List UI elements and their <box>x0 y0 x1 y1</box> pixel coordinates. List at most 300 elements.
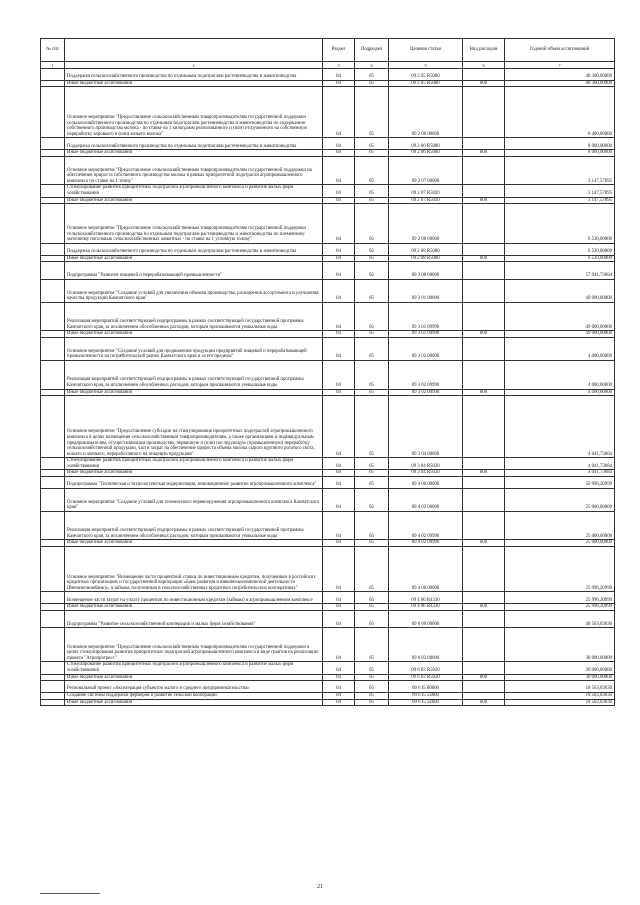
row-amount: 25 000,00000 <box>505 511 615 540</box>
table-row <box>41 204 615 244</box>
column-index: 6 <box>463 62 505 69</box>
row-name: Иные бюджетные ассигнования <box>65 255 323 262</box>
row-amount: 25 996,20999 <box>505 592 615 604</box>
row-amount: 3 147,57895 <box>505 185 615 197</box>
row-subsection: 05 <box>355 693 389 700</box>
row-section: 04 <box>323 662 355 674</box>
row-subsection: 05 <box>355 477 389 489</box>
table-row <box>41 540 615 547</box>
column-index: 7 <box>505 62 615 69</box>
row-number <box>41 185 65 197</box>
row-expense-type: 800 <box>463 699 505 706</box>
row-subsection: 05 <box>355 138 389 150</box>
row-target: 09 2 07 00000 <box>389 156 463 185</box>
row-target: 09 2 07 R5020 <box>389 197 463 204</box>
row-subsection: 05 <box>355 197 389 204</box>
row-amount: 49 000,00000 <box>505 331 615 338</box>
row-amount: 49 000,00000 <box>505 279 615 302</box>
row-section: 04 <box>323 389 355 396</box>
row-subsection: 05 <box>355 262 389 279</box>
row-name: Иные бюджетные ассигнования <box>65 150 323 157</box>
budget-table <box>40 38 615 706</box>
header-target: Целевая статья <box>389 39 463 62</box>
row-amount: 3 147,57895 <box>505 156 615 185</box>
table-row <box>41 138 615 150</box>
header-subsection: Подраздел <box>355 39 389 62</box>
row-name: Стимулирование развития приоритетных подотраслей агропромышленного комплекса и развитие малых форм хозяйствования <box>65 458 323 470</box>
row-section: 04 <box>323 488 355 511</box>
row-expense-type: 800 <box>463 540 505 547</box>
row-expense-type <box>463 262 505 279</box>
row-section: 04 <box>323 80 355 87</box>
row-name: Основное мероприятие "Предоставление сельскохозяйственным товаропроизводителям государственной поддержки на обеспечение прироста собственного производства молока в рамках приоритетной подотрасли агропромышленного комплекса по ставке на 1 тонну" <box>65 156 323 185</box>
row-expense-type <box>463 488 505 511</box>
row-section: 04 <box>323 540 355 547</box>
row-section: 04 <box>323 331 355 338</box>
row-target: 09 4 06 R4330 <box>389 592 463 604</box>
header-section: Раздел <box>323 39 355 62</box>
row-name: Поддержка сельскохозяйственного производства по отдельным подотраслям растениеводства и животноводства <box>65 243 323 255</box>
row-number <box>41 302 65 331</box>
row-target: 09 3 01 09990 <box>389 302 463 331</box>
row-amount: 4 000,00000 <box>505 360 615 389</box>
table-row <box>41 331 615 338</box>
row-name: Реализация мероприятий соответствующей подпрограммы в рамках соответствующей государственной программы Камчатского края, за исключением обособленных расходов, которым присваиваются уникальные коды <box>65 511 323 540</box>
row-amount: 6 530,00000 <box>505 204 615 244</box>
table-header <box>41 39 615 69</box>
column-index-row <box>41 62 615 69</box>
row-number <box>41 243 65 255</box>
row-target: 09 6 03 00000 <box>389 628 463 662</box>
row-number <box>41 477 65 489</box>
row-expense-type <box>463 156 505 185</box>
row-expense-type: 800 <box>463 604 505 611</box>
row-section: 04 <box>323 396 355 458</box>
row-target: 09 3 04 R5020 <box>389 458 463 470</box>
row-amount: 30 000,00000 <box>505 674 615 681</box>
footer-rule <box>40 893 100 894</box>
row-target: 09 2 08 00000 <box>389 204 463 244</box>
row-target: 09 4 06 R4330 <box>389 604 463 611</box>
table-row <box>41 87 615 138</box>
row-amount: 8 000,00000 <box>505 138 615 150</box>
row-amount: 30 000,00000 <box>505 628 615 662</box>
row-number <box>41 674 65 681</box>
row-name: Основное мероприятие "Предоставление сельскохозяйственным товаропроизводителям государственной поддержки сельскохозяйственного производства по отдельным подотраслям растениеводства и животноводства по племенному маточному поголовью сельскохозяйственных животных - по ставке на 1 условную голову" <box>65 204 323 244</box>
row-number <box>41 262 65 279</box>
row-expense-type <box>463 279 505 302</box>
row-name: Подпрограмма "Развитие сельскохозяйственной кооперации и малых форм хозяйствования" <box>65 610 323 627</box>
table-row <box>41 150 615 157</box>
row-expense-type: 800 <box>463 197 505 204</box>
row-amount: 4 041,73684 <box>505 470 615 477</box>
row-amount: 40 300,00000 <box>505 80 615 87</box>
row-target: 09 6 I5 54800 <box>389 693 463 700</box>
table-row <box>41 662 615 674</box>
row-amount: 49 000,00000 <box>505 302 615 331</box>
row-number <box>41 628 65 662</box>
row-subsection: 05 <box>355 547 389 592</box>
row-name: Поддержка сельскохозяйственного производства по отдельным подотраслям растениеводства и животноводства <box>65 138 323 150</box>
row-target: 09 6 I5 54800 <box>389 699 463 706</box>
table-row <box>41 699 615 706</box>
row-target: 09 2 05 R5080 <box>389 69 463 81</box>
row-amount: 18 503,03030 <box>505 693 615 700</box>
row-section: 04 <box>323 547 355 592</box>
row-expense-type <box>463 87 505 138</box>
row-number <box>41 255 65 262</box>
row-name: Основное мероприятие "Предоставление сельскохозяйственным товаропроизводителям государственной поддержки сельскохозяйственного производства по отдельным подотраслям растениеводства и животноводства по содержанию собственного производства молока - по ставке на 1 килограмм реализованного и (или) отгруженного на собственную переработку коровьего и (или) козьего молока" <box>65 87 323 138</box>
row-expense-type <box>463 138 505 150</box>
row-section: 04 <box>323 360 355 389</box>
row-section: 04 <box>323 610 355 627</box>
row-number <box>41 610 65 627</box>
row-section: 04 <box>323 674 355 681</box>
row-section: 04 <box>323 699 355 706</box>
row-number <box>41 87 65 138</box>
row-section: 04 <box>323 477 355 489</box>
row-expense-type <box>463 477 505 489</box>
row-amount: 8 000,00000 <box>505 150 615 157</box>
row-name: Стимулирование развития приоритетных подотраслей агропромышленного комплекса и развитие малых форм хозяйствования <box>65 185 323 197</box>
row-amount: 18 503,03030 <box>505 699 615 706</box>
row-subsection: 05 <box>355 458 389 470</box>
row-subsection: 05 <box>355 389 389 396</box>
column-index: 3 <box>323 62 355 69</box>
table-row <box>41 693 615 700</box>
row-target: 09 2 06 R5080 <box>389 150 463 157</box>
row-amount: 4 000,00000 <box>505 337 615 360</box>
row-section: 04 <box>323 150 355 157</box>
row-section: 04 <box>323 337 355 360</box>
row-number <box>41 699 65 706</box>
row-subsection: 05 <box>355 302 389 331</box>
row-amount: 6 530,00000 <box>505 243 615 255</box>
row-name: Иные бюджетные ассигнования <box>65 389 323 396</box>
table-row <box>41 156 615 185</box>
row-expense-type <box>463 662 505 674</box>
row-name: Создание системы поддержки фермеров и развитие сельской кооперации <box>65 693 323 700</box>
table-row <box>41 674 615 681</box>
row-section: 04 <box>323 262 355 279</box>
column-index: 5 <box>389 62 463 69</box>
row-number <box>41 80 65 87</box>
row-expense-type <box>463 360 505 389</box>
row-expense-type <box>463 681 505 693</box>
row-target: 09 6 00 00000 <box>389 610 463 627</box>
row-name: Основное мероприятие "Создание условий для технического перевооружения агропромышленного комплекса Камчатского края" <box>65 488 323 511</box>
row-amount: 57 041,73684 <box>505 262 615 279</box>
table-row <box>41 243 615 255</box>
row-subsection: 05 <box>355 87 389 138</box>
row-section: 04 <box>323 628 355 662</box>
row-name: Иные бюджетные ассигнования <box>65 80 323 87</box>
row-section: 04 <box>323 279 355 302</box>
row-amount: 48 503,03030 <box>505 610 615 627</box>
row-amount: 25 000,00000 <box>505 540 615 547</box>
row-section: 04 <box>323 156 355 185</box>
row-section: 04 <box>323 470 355 477</box>
row-expense-type: 800 <box>463 80 505 87</box>
row-section: 04 <box>323 592 355 604</box>
row-name: Подпрограмма "Техническая и технологическая модернизация, инновационное развитие агропромышленного комплекса" <box>65 477 323 489</box>
table-row <box>41 279 615 302</box>
row-subsection: 05 <box>355 540 389 547</box>
row-number <box>41 360 65 389</box>
row-subsection: 05 <box>355 69 389 81</box>
row-target: 09 4 02 09990 <box>389 540 463 547</box>
row-amount: 50 996,20999 <box>505 477 615 489</box>
table-row <box>41 360 615 389</box>
row-expense-type <box>463 458 505 470</box>
row-section: 04 <box>323 604 355 611</box>
row-expense-type <box>463 243 505 255</box>
row-number <box>41 488 65 511</box>
row-subsection: 05 <box>355 610 389 627</box>
row-section: 04 <box>323 511 355 540</box>
row-expense-type <box>463 396 505 458</box>
row-subsection: 05 <box>355 243 389 255</box>
row-number <box>41 69 65 81</box>
row-expense-type <box>463 204 505 244</box>
row-number <box>41 547 65 592</box>
row-expense-type: 800 <box>463 470 505 477</box>
row-target: 09 2 08 R5080 <box>389 255 463 262</box>
header-name <box>65 39 323 62</box>
row-target: 09 2 05 R5080 <box>389 80 463 87</box>
table-row <box>41 396 615 458</box>
row-subsection: 05 <box>355 396 389 458</box>
row-section: 04 <box>323 87 355 138</box>
table-row <box>41 80 615 87</box>
row-number <box>41 681 65 693</box>
row-subsection: 05 <box>355 185 389 197</box>
row-target: 09 3 02 09990 <box>389 389 463 396</box>
row-target: 09 3 02 00000 <box>389 337 463 360</box>
table-row <box>41 547 615 592</box>
row-expense-type <box>463 337 505 360</box>
row-expense-type <box>463 69 505 81</box>
row-section: 04 <box>323 693 355 700</box>
row-number <box>41 592 65 604</box>
row-subsection: 05 <box>355 628 389 662</box>
row-name: Иные бюджетные ассигнования <box>65 331 323 338</box>
table-row <box>41 488 615 511</box>
row-target: 09 3 02 09990 <box>389 360 463 389</box>
row-name: Иные бюджетные ассигнования <box>65 604 323 611</box>
table-row <box>41 302 615 331</box>
row-expense-type: 800 <box>463 389 505 396</box>
row-target: 09 3 01 09990 <box>389 331 463 338</box>
row-name: Стимулирование развития приоритетных подотраслей агропромышленного комплекса и развитие малых форм хозяйствования <box>65 662 323 674</box>
row-subsection: 05 <box>355 80 389 87</box>
row-section: 04 <box>323 255 355 262</box>
page-number: 21 <box>317 884 323 890</box>
row-expense-type <box>463 511 505 540</box>
row-target: 09 2 06 00000 <box>389 87 463 138</box>
row-number <box>41 138 65 150</box>
row-amount: 3 147,57895 <box>505 197 615 204</box>
row-subsection: 05 <box>355 204 389 244</box>
row-expense-type <box>463 628 505 662</box>
row-number <box>41 396 65 458</box>
row-amount: 30 000,00000 <box>505 662 615 674</box>
row-name: Основное мероприятие "Возмещение части процентной ставки по инвестиционным кредитам, полученным в российских кредитных организациях и государственной корпорации «Банк развития и внешнеэкономической деятельности (Внешэкономбанк)», и займам, полученным в сельскохозяйственных кредитных потребительских кооперативах" <box>65 547 323 592</box>
row-number <box>41 337 65 360</box>
row-target: 09 3 01 00000 <box>389 279 463 302</box>
row-name: Подпрограмма "Развитие пищевой и перерабатывающей промышленности" <box>65 262 323 279</box>
row-amount: 8 400,00000 <box>505 87 615 138</box>
row-target: 09 3 04 R5020 <box>389 470 463 477</box>
table-row <box>41 477 615 489</box>
row-subsection: 05 <box>355 360 389 389</box>
row-section: 04 <box>323 681 355 693</box>
row-target: 09 4 06 00000 <box>389 547 463 592</box>
row-section: 04 <box>323 458 355 470</box>
row-number <box>41 540 65 547</box>
row-number <box>41 662 65 674</box>
row-number <box>41 604 65 611</box>
row-target: 09 6 03 R5020 <box>389 674 463 681</box>
row-number <box>41 156 65 185</box>
row-number <box>41 204 65 244</box>
row-number <box>41 197 65 204</box>
row-section: 04 <box>323 243 355 255</box>
row-expense-type <box>463 185 505 197</box>
row-number <box>41 470 65 477</box>
column-index: 4 <box>355 62 389 69</box>
table-row <box>41 592 615 604</box>
header-amount: Годовой объем ассигнований <box>505 39 615 62</box>
row-amount: 18 503,03030 <box>505 681 615 693</box>
row-target: 09 4 00 00000 <box>389 477 463 489</box>
row-name: Иные бюджетные ассигнования <box>65 470 323 477</box>
row-expense-type: 800 <box>463 331 505 338</box>
table-row <box>41 628 615 662</box>
row-expense-type <box>463 610 505 627</box>
row-section: 04 <box>323 302 355 331</box>
row-name: Иные бюджетные ассигнования <box>65 699 323 706</box>
table-row <box>41 470 615 477</box>
row-target: 09 6 I5 00000 <box>389 681 463 693</box>
row-number <box>41 389 65 396</box>
row-name: Реализация мероприятий соответствующей подпрограммы в рамках соответствующей государственной программы Камчатского края, за исключением обособленных расходов, которым присваиваются уникальные коды <box>65 360 323 389</box>
table-row <box>41 681 615 693</box>
row-section: 04 <box>323 69 355 81</box>
row-expense-type <box>463 302 505 331</box>
row-section: 04 <box>323 197 355 204</box>
row-expense-type: 800 <box>463 150 505 157</box>
row-number <box>41 150 65 157</box>
row-target: 09 4 02 00000 <box>389 488 463 511</box>
row-amount: 25 996,20999 <box>505 604 615 611</box>
table-row <box>41 610 615 627</box>
table-row <box>41 262 615 279</box>
table-row <box>41 458 615 470</box>
row-name: Основное мероприятие "Создание условий для увеличения объемов производства, расширения ассортимента и улучшения качества продукции Камчатского края" <box>65 279 323 302</box>
table-row <box>41 197 615 204</box>
row-expense-type <box>463 592 505 604</box>
row-amount: 4 041,73684 <box>505 458 615 470</box>
table-row <box>41 69 615 81</box>
row-section: 04 <box>323 138 355 150</box>
row-target: 09 3 04 00000 <box>389 396 463 458</box>
row-name: Поддержка сельскохозяйственного производства по отдельным подотраслям растениеводства и животноводства <box>65 69 323 81</box>
row-target: 09 2 07 R5020 <box>389 185 463 197</box>
table-row <box>41 511 615 540</box>
row-name: Основное мероприятие "Предоставление субсидии на стимулирование приоритетных подотраслей агропромышленного комплекса в целях возмещения сельскохозяйственным товаропроизводителям, а также организациям и индивидуальным предпринимателям, осуществляющим производство, первичную и (или) последующую (промышленную) переработку сельскохозяйственной продукции, части затрат на обеспечение прироста объема молока сырого крупного рогатого скота, козьего и овечьего, переработанного на пищевую продукцию" <box>65 396 323 458</box>
row-subsection: 05 <box>355 156 389 185</box>
table-row <box>41 255 615 262</box>
row-target: 09 3 00 00000 <box>389 262 463 279</box>
row-section: 04 <box>323 185 355 197</box>
row-name: Иные бюджетные ассигнования <box>65 540 323 547</box>
column-index: 2 <box>65 62 323 69</box>
row-name: Основное мероприятие "Предоставление сельскохозяйственным товаропроизводителям государственной поддержки в целях стимулирования развития приоритетных подотраслей агропромышленного комплекса в виде грантов на реализацию проекта "Агропрогресс" <box>65 628 323 662</box>
row-subsection: 05 <box>355 150 389 157</box>
row-target: 09 6 03 R5020 <box>389 662 463 674</box>
row-amount: 25 996,20999 <box>505 547 615 592</box>
row-number <box>41 331 65 338</box>
row-subsection: 05 <box>355 511 389 540</box>
row-target: 09 4 02 09990 <box>389 511 463 540</box>
row-subsection: 05 <box>355 470 389 477</box>
row-subsection: 05 <box>355 662 389 674</box>
row-name: Реализация мероприятий соответствующей подпрограммы в рамках соответствующей государственной программы Камчатского края, за исключением обособленных расходов, которым присваиваются уникальные коды <box>65 302 323 331</box>
row-amount: 4 041,73684 <box>505 396 615 458</box>
row-number <box>41 511 65 540</box>
row-number <box>41 458 65 470</box>
table-row <box>41 389 615 396</box>
row-subsection: 05 <box>355 337 389 360</box>
column-index: 1 <box>41 62 65 69</box>
table-row <box>41 185 615 197</box>
row-expense-type <box>463 693 505 700</box>
row-subsection: 05 <box>355 488 389 511</box>
row-subsection: 05 <box>355 592 389 604</box>
row-name: Иные бюджетные ассигнования <box>65 674 323 681</box>
row-amount: 6 530,00000 <box>505 255 615 262</box>
row-subsection: 05 <box>355 699 389 706</box>
row-number <box>41 693 65 700</box>
row-name: Иные бюджетные ассигнования <box>65 197 323 204</box>
row-expense-type <box>463 547 505 592</box>
row-subsection: 05 <box>355 681 389 693</box>
row-subsection: 05 <box>355 331 389 338</box>
row-amount: 4 000,00000 <box>505 389 615 396</box>
header-num: № п/п <box>41 39 65 62</box>
table-row <box>41 604 615 611</box>
row-target: 09 2 08 R5080 <box>389 243 463 255</box>
table-body <box>41 69 615 706</box>
row-amount: 25 000,00000 <box>505 488 615 511</box>
row-expense-type: 800 <box>463 255 505 262</box>
row-expense-type: 800 <box>463 674 505 681</box>
header-expense-type: Вид расходов <box>463 39 505 62</box>
row-amount: 40 300,00000 <box>505 69 615 81</box>
row-subsection: 05 <box>355 279 389 302</box>
table-row <box>41 337 615 360</box>
row-subsection: 05 <box>355 604 389 611</box>
row-name: Возмещение части затрат на уплату процентов по инвестиционным кредитам (займам) в агропромышленном комплексе <box>65 592 323 604</box>
row-number <box>41 279 65 302</box>
row-target: 09 2 06 R5080 <box>389 138 463 150</box>
row-subsection: 05 <box>355 255 389 262</box>
row-section: 04 <box>323 204 355 244</box>
row-subsection: 05 <box>355 674 389 681</box>
row-name: Региональный проект «Акселерация субъектов малого и среднего предпринимательства» <box>65 681 323 693</box>
row-name: Основное мероприятие "Создание условий для продвижения продукции предприятий пищевой и перерабатывающей промышленности на потребительский рынок Камчатского края и за его пределы" <box>65 337 323 360</box>
